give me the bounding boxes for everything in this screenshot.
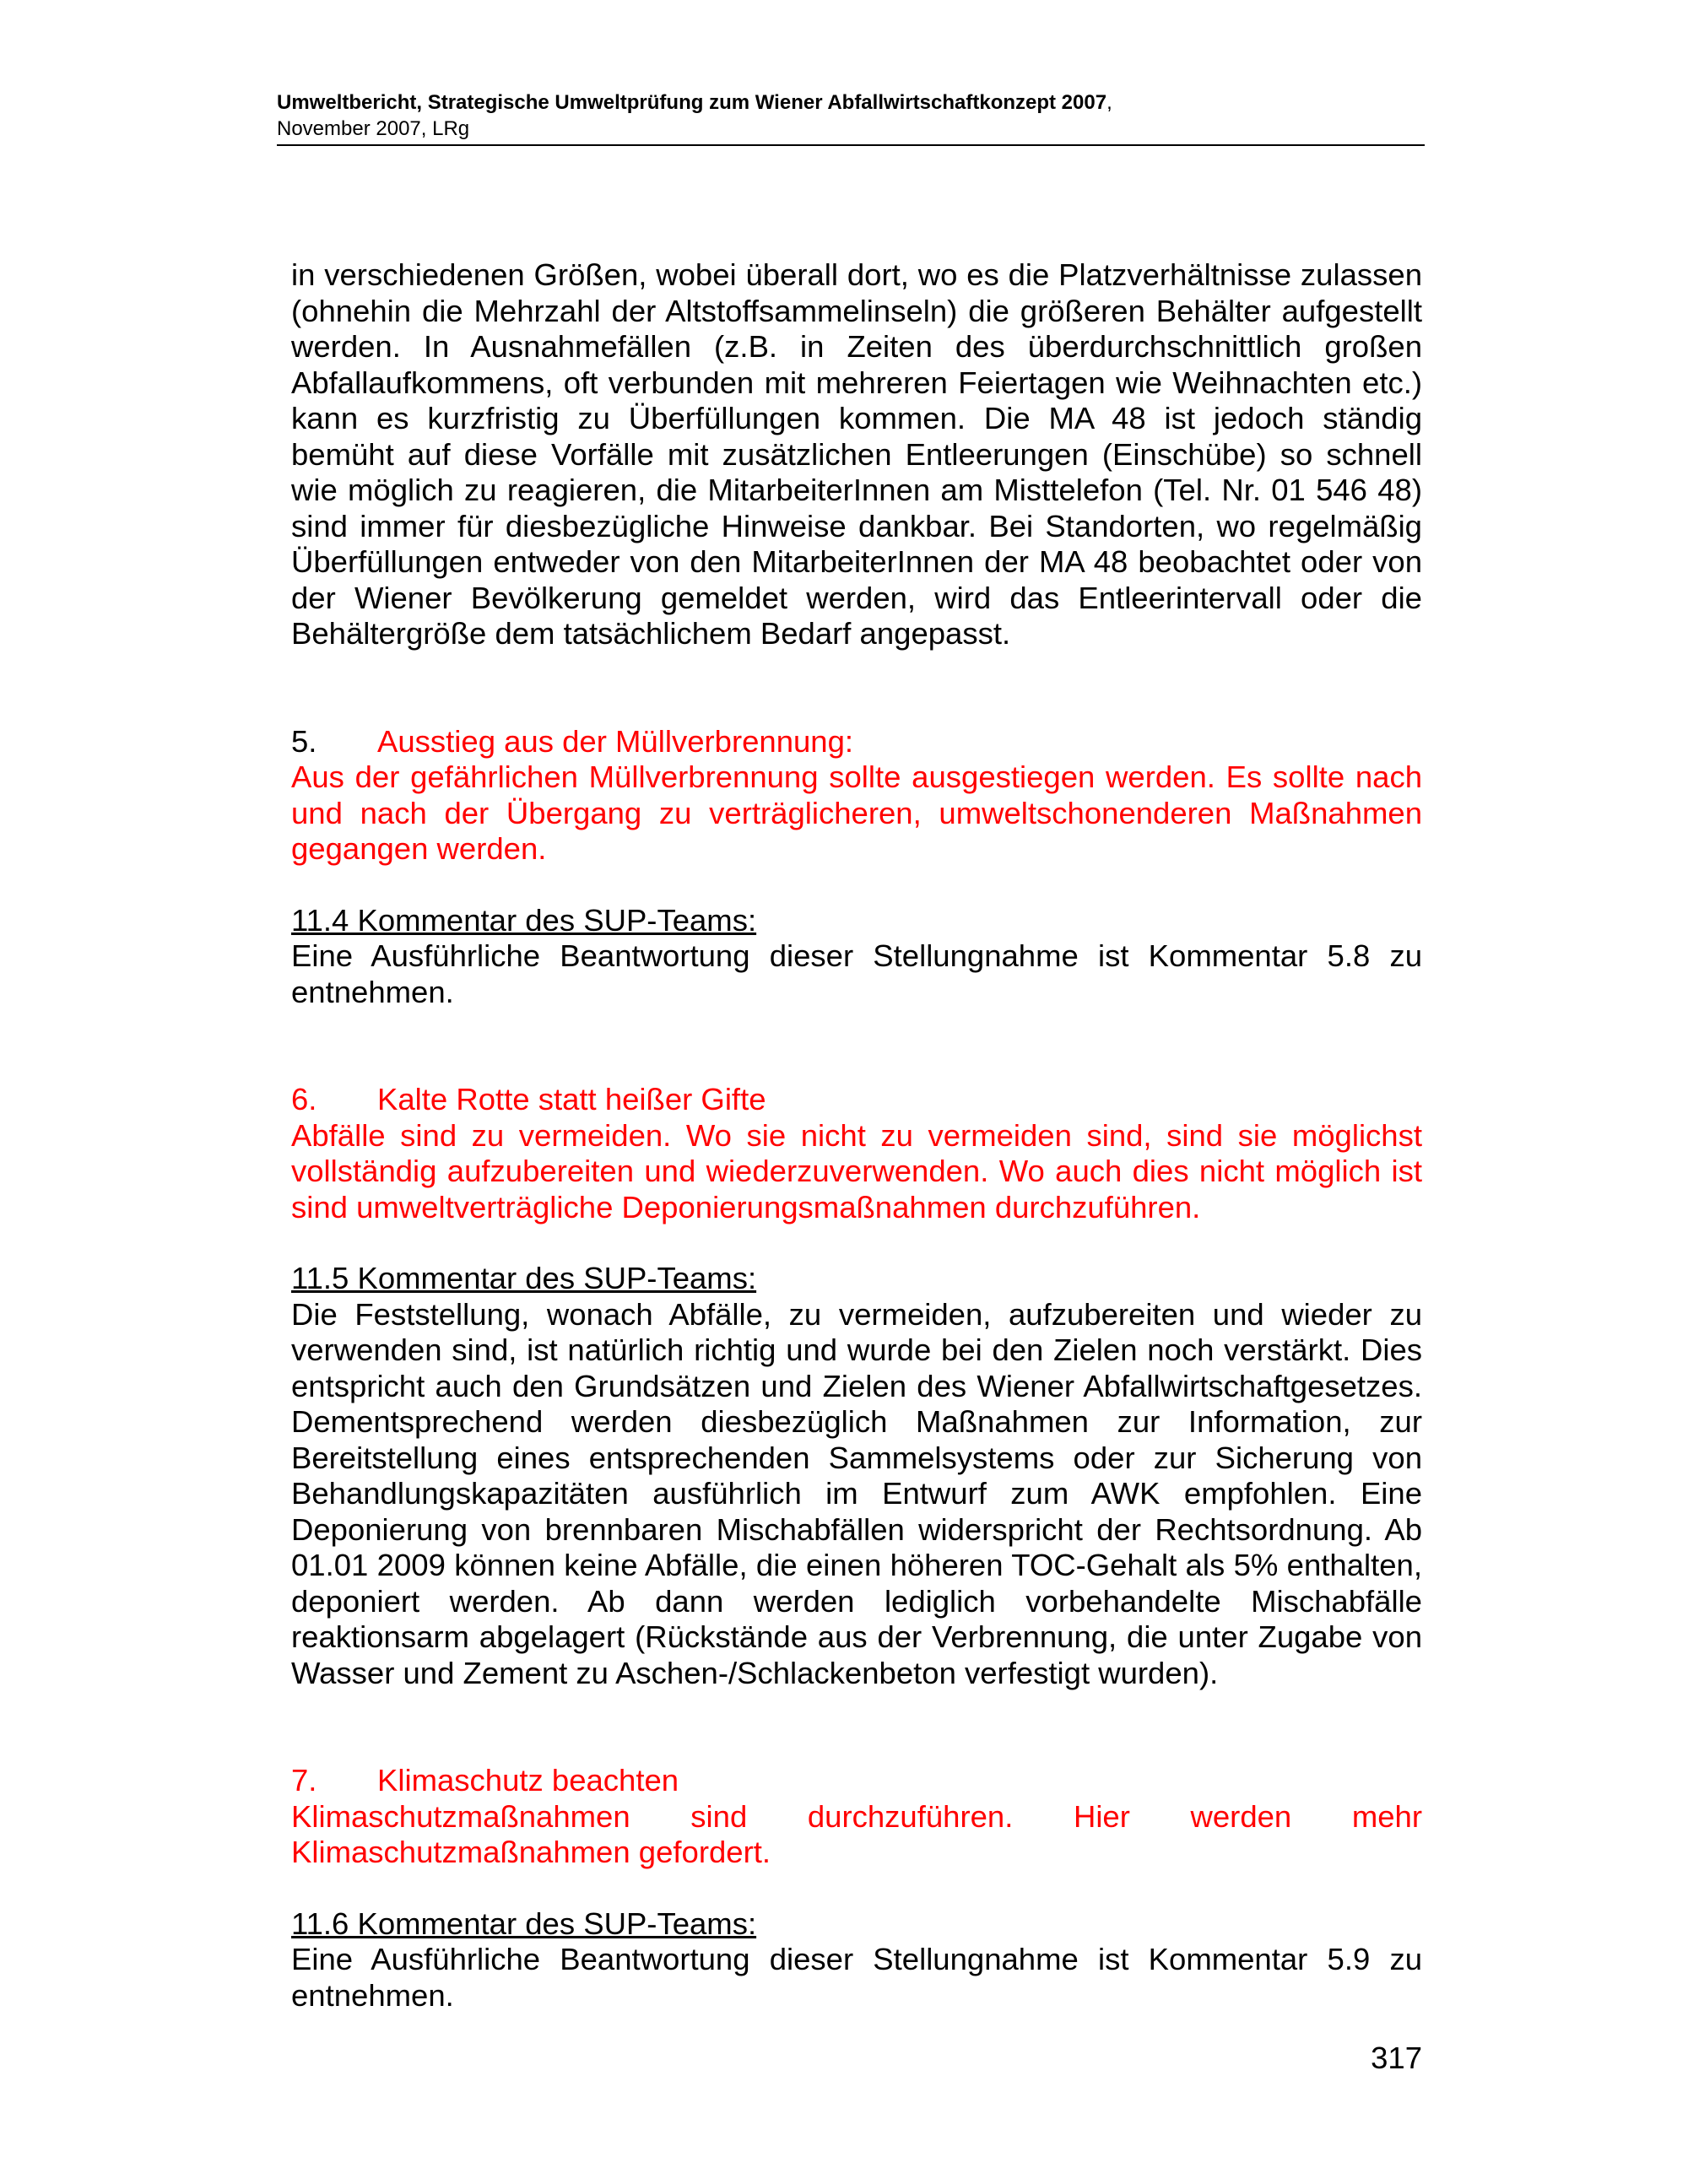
- section-number: 7.: [291, 1763, 317, 1797]
- page-number: 317: [1371, 2041, 1422, 2075]
- header-subtitle: November 2007, LRg: [277, 117, 470, 140]
- section-statement: Aus der gefährlichen Müllverbrennung sollte ausgestiegen werden. Es sollte nach und nach der Übergang zu verträglicheren, umweltschonenderen Maßnahmen gegangen werden.: [291, 760, 1422, 866]
- header-title-suffix: ,: [1106, 91, 1112, 114]
- comment-title: 11.6 Kommentar des SUP-Teams:: [291, 1906, 757, 1941]
- document-body: [291, 257, 1422, 2014]
- section-heading: [291, 1082, 1422, 1118]
- section-title: Ausstieg aus der Müllverbrennung:: [377, 723, 854, 759]
- comment-text: Die Feststellung, wonach Abfälle, zu vermeiden, aufzubereiten und wieder zu verwenden sind, ist natürlich richtig und wurde bei den Zielen noch verstärkt. Dies entspricht auch den Grundsätzen und Zielen des Wiener Abfallwirtschaftgesetzes. Dementsprechend werden diesbezüglich Maßnahmen zur Information, zur Bereitstellung eines entsprechenden Sammelsystems oder zur Sicherung von Behandlungskapazitäten ausführlich im Entwurf zum AWK empfohlen. Eine Deponierung von brennbaren Mischabfällen widerspricht der Rechtsordnung. Ab 01.01 2009 können keine Abfälle, die einen höheren TOC-Gehalt als 5% enthalten, deponiert werden. Ab dann werden lediglich vorbehandelte Mischabfälle reaktionsarm abgelagert (Rückstände aus der Verbrennung, die unter Zugabe von Wasser und Zement zu Aschen-/Schlackenbeton verfestigt wurden).: [291, 1296, 1422, 1690]
- section-statement: Klimaschutzmaßnahmen sind durchzuführen. Hier werden mehr Klimaschutzmaßnahmen gefordert.: [291, 1798, 1422, 1869]
- section-5: [291, 724, 1422, 1011]
- comment-title: 11.4 Kommentar des SUP-Teams:: [291, 902, 757, 938]
- section-number: 6.: [291, 1082, 317, 1116]
- section-title: Kalte Rotte statt heißer Gifte: [377, 1082, 766, 1116]
- section-title: Klimaschutz beachten: [377, 1763, 679, 1797]
- section-7: [291, 1763, 1422, 2014]
- comment-text: Eine Ausführliche Beantwortung dieser Stellungnahme ist Kommentar 5.8 zu entnehmen.: [291, 938, 1422, 1009]
- section-heading: [291, 1763, 1422, 1799]
- header-title-text: Umweltbericht, Strategische Umweltprüfung zum Wiener Abfallwirtschaftkonzept 2007: [277, 91, 1107, 114]
- section-6: [291, 1082, 1422, 1691]
- section-statement: Abfälle sind zu vermeiden. Wo sie nicht zu vermeiden sind, sind sie möglichst vollständig aufzubereiten und wiederzuverwenden. Wo auch dies nicht möglich ist sind umweltverträgliche Deponierungsmaßnahmen durchzuführen.: [291, 1117, 1422, 1224]
- section-number: 5.: [291, 723, 317, 759]
- comment-text: Eine Ausführliche Beantwortung dieser Stellungnahme ist Kommentar 5.9 zu entnehmen.: [291, 1942, 1422, 2013]
- comment-title: 11.5 Kommentar des SUP-Teams:: [291, 1261, 757, 1295]
- section-heading: [291, 724, 1422, 760]
- page-header: [277, 89, 1425, 146]
- intro-paragraph: in verschiedenen Größen, wobei überall dort, wo es die Platzverhältnisse zulassen (ohnehin die Mehrzahl der Altstoffsammelinseln) die größeren Behälter aufgestellt werden. In Ausnahmefällen (z.B. in Zeiten des überdurchschnittlich großen Abfallaufkommens, oft verbunden mit mehreren Feiertagen wie Weihnachten etc.) kann es kurzfristig zu Überfüllungen kommen. Die MA 48 ist jedoch ständig bemüht auf diese Vorfälle mit zusätzlichen Entleerungen (Einschübe) so schnell wie möglich zu reagieren, die MitarbeiterInnen am Misttelefon (Tel. Nr. 01 546 48) sind immer für diesbezügliche Hinweise dankbar. Bei Standorten, wo regelmäßig Überfüllungen entweder von den MitarbeiterInnen der MA 48 beobachtet oder von der Wiener Bevölkerung gemeldet werden, wird das Entleerintervall oder die Behältergröße dem tatsächlichem Bedarf angepasst.: [291, 257, 1422, 651]
- header-title: [277, 89, 1425, 116]
